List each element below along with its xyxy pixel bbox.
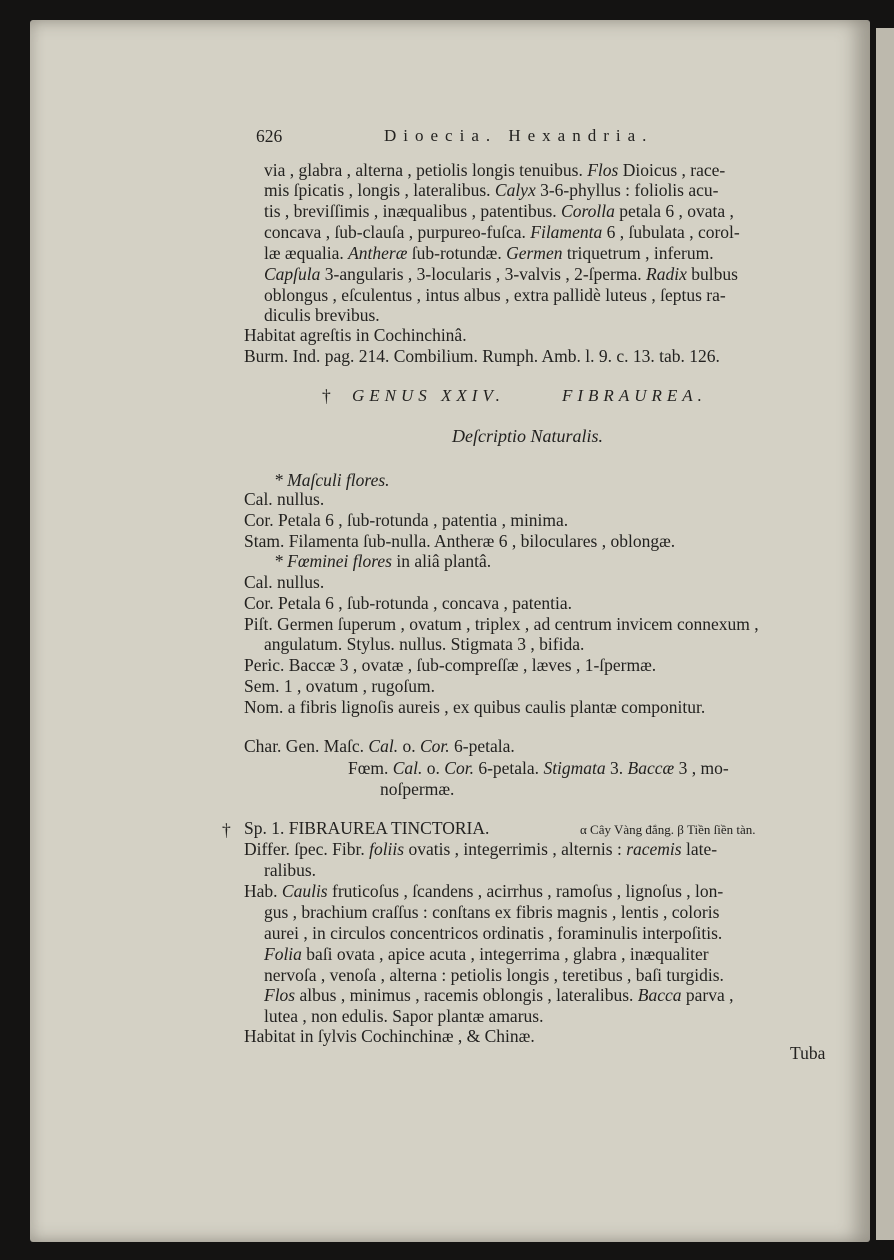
text-line: Nom. a fibris lignoſis aureis , ex quibus caulis plantæ componitur. <box>244 697 706 717</box>
text-line: tis , breviſſimis , inæqualibus , patentibus. Corolla petala 6 , ovata , <box>264 201 734 221</box>
habitat-line: Habitat in ſylvis Cochinchinæ , & Chinæ. <box>244 1026 535 1046</box>
vernacular-names: α Cây Vàng đắng. β Tiền ſiền tàn. <box>580 822 756 837</box>
text-line: Cor. Petala 6 , ſub-rotunda , patentia , minima. <box>244 510 569 530</box>
text-line: Sem. 1 , ovatum , rugoſum. <box>244 676 436 696</box>
genus-name: FIBRAUREA. <box>562 386 707 405</box>
text-line: diculis brevibus. <box>264 305 380 325</box>
text-line: Flos albus , minimus , racemis oblongis , lateralibus. Bacca parva , <box>264 985 734 1005</box>
text-line: Folia baſi ovata , apice acuta , integerrima , glabra , inæqualiter <box>264 944 709 964</box>
text-line: Cal. nullus. <box>244 572 325 592</box>
book-page <box>30 20 870 1242</box>
genus-title: GENUS XXIV. <box>352 386 505 405</box>
running-title: Dioecia. Hexandria. <box>384 126 654 145</box>
habitat-line: Habitat agreſtis in Cochinchinâ. <box>244 325 467 345</box>
text-line: Piſt. Germen ſuperum , ovatum , triplex , ad centrum invicem connexum , <box>244 614 759 634</box>
text-line: Cor. Petala 6 , ſub-rotunda , concava , patentia. <box>244 593 573 613</box>
species-dagger: † <box>222 820 231 840</box>
char-line: noſpermæ. <box>380 779 455 799</box>
text-line: lutea , non edulis. Sapor plantæ amarus. <box>264 1006 544 1026</box>
feminei-heading: * Fœminei flores in aliâ plantâ. <box>274 551 492 571</box>
char-line: Fœm. Cal. o. Cor. 6-petala. Stigmata 3. Baccæ 3 , mo- <box>348 758 729 778</box>
text-line: via , glabra , alterna , petiolis longis tenuibus. Flos Dioicus , race- <box>264 160 726 180</box>
text-line: Stam. Filamenta ſub-nulla. Antheræ 6 , biloculares , oblongæ. <box>244 531 676 551</box>
reference-line: Burm. Ind. pag. 214. Combilium. Rumph. Amb. l. 9. c. 13. tab. 126. <box>244 346 720 366</box>
text-line: ralibus. <box>264 860 317 880</box>
text-line: concava , ſub-clauſa , purpureo-fuſca. Filamenta 6 , ſubulata , corol- <box>264 222 740 242</box>
text-line: læ æqualia. Antheræ ſub-rotundæ. Germen triquetrum , inferum. <box>264 243 714 263</box>
section-subtitle: Deſcriptio Naturalis. <box>452 426 604 446</box>
text-line: Cal. nullus. <box>244 489 325 509</box>
char-line: Char. Gen. Maſc. Cal. o. Cor. 6-petala. <box>244 736 515 756</box>
masculi-heading: * Maſculi flores. <box>274 470 390 490</box>
text-line: Peric. Baccæ 3 , ovatæ , ſub-compreſſæ , læves , 1-ſpermæ. <box>244 655 657 675</box>
text-line: aurei , in circulos concentricos ordinatis , foraminulis interpoſitis. <box>264 923 723 943</box>
adjacent-page-edge <box>876 28 894 1240</box>
text-line: gus , brachium craſſus : conſtans ex fibris magnis , lentis , coloris <box>264 902 720 922</box>
text-line: mis ſpicatis , longis , lateralibus. Calyx 3-6-phyllus : foliolis acu- <box>264 180 719 200</box>
text-line: oblongus , eſculentus , intus albus , extra pallidè luteus , ſeptus ra- <box>264 285 726 305</box>
species-name: Sp. 1. FIBRAUREA TINCTORIA. <box>244 818 490 838</box>
text-line: Hab. Caulis fruticoſus , ſcandens , acirrhus , ramoſus , lignoſus , lon- <box>244 881 724 901</box>
page-number: 626 <box>256 126 283 146</box>
catchword: Tuba <box>790 1043 826 1063</box>
text-line: Differ. ſpec. Fibr. foliis ovatis , integerrimis , alternis : racemis late- <box>244 839 718 859</box>
text-line: nervoſa , venoſa , alterna : petiolis longis , teretibus , baſi turgidis. <box>264 965 724 985</box>
text-line: Capſula 3-angularis , 3-locularis , 3-valvis , 2-ſperma. Radix bulbus <box>264 264 738 284</box>
genus-dagger: † <box>322 386 331 406</box>
text-line: angulatum. Stylus. nullus. Stigmata 3 , bifida. <box>264 634 585 654</box>
